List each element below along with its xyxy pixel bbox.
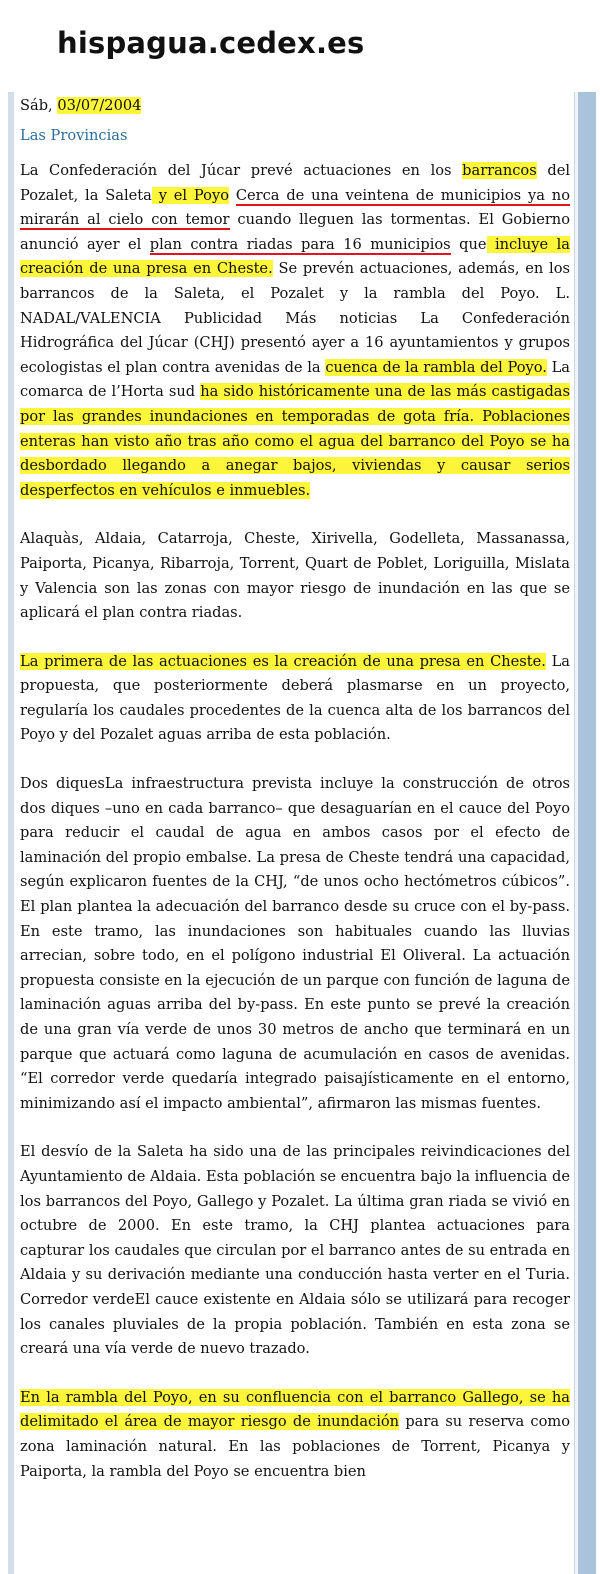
p1-underline-2: plan contra riadas para 16 municipios bbox=[149, 235, 451, 253]
site-domain: hispagua.cedex.es bbox=[57, 26, 365, 60]
p1-text-7: La comarca de l’Horta sud bbox=[20, 358, 571, 401]
p1-underline-1: Cerca de una veintena de municipios ya no mirarán al cielo con temor bbox=[20, 186, 570, 229]
date-line bbox=[20, 94, 570, 120]
p3-highlight-1: La primera de las actuaciones es la creación de una presa en Cheste. bbox=[20, 652, 546, 670]
p1-text-2: del Pozalet, la Saleta bbox=[20, 162, 570, 204]
p1-highlight-1: barrancos bbox=[462, 162, 537, 179]
p6-text-1: para su reserva como zona laminación natural. En las poblaciones de Torrent, Picanya y Paiporta, la rambla del Poyo se encuentra bien bbox=[20, 1413, 570, 1480]
source-link[interactable]: Las Provincias bbox=[20, 127, 128, 144]
paragraph-4: Dos diquesLa infraestructura prevista incluye la construcción de otros dos diques –uno en cada barranco– que desaguarían en el cauce del Poyo para reducir el caudal de agua en ambos casos por el efecto de laminación del propio embalse. La presa de Cheste tendrá una capacidad, según explicaron fuentes de la CHJ, “de unos ocho hectómetros cúbicos”. El plan plantea la adecuación del barranco desde su cruce con el by-pass. En este tramo, las inundaciones son habituales cuando las lluvias arrecian, sobre todo, en el polígono industrial El Oliveral. La actuación propuesta consiste en la ejecución de un parque con función de laguna de laminación aguas arriba del by-pass. En este punto se prevé la creación de una gran vía verde de unos 30 metros de ancho que terminará en un parque que actuará como laguna de acumulación en casos de avenidas. “El corredor verde quedaría integrado paisajísticamente en el entorno, minimizando así el impacto ambiental”, afirmaron las mismas fuentes. bbox=[20, 775, 570, 1112]
p1-highlight-3: incluye la creación de una presa en Cheste. bbox=[20, 235, 570, 278]
p6-highlight-1: En la rambla del Poyo, en su confluencia con el barranco Gallego, se ha delimitado el área de mayor riesgo de inundación bbox=[20, 1388, 570, 1431]
article-body bbox=[20, 92, 570, 1508]
scroll-strip bbox=[578, 92, 596, 1574]
p3-text-1: La propuesta, que posteriormente deberá plasmarse en un proyecto, regularía los caudales procedentes de la cuenca alta de los barrancos del Poyo y del Pozalet aguas arriba de esta población. bbox=[20, 652, 570, 744]
p1-highlight-4: cuenca de la rambla del Poyo. bbox=[325, 358, 547, 376]
p1-text-4: cuando lleguen las tormentas. El Gobierno anunció ayer el bbox=[20, 211, 570, 253]
date-highlight: 03/07/2004 bbox=[57, 97, 142, 114]
p1-highlight-5: ha sido históricamente una de las más castigadas por las grandes inundaciones en temporadas de gota fría. Poblaciones enteras han visto año tras año como el agua del barranco del Poyo se ha desbordado llegando a anegar bajos, viviendas y causar serios desperfectos en vehículos e inmuebles. bbox=[20, 383, 570, 499]
p1-highlight-2: y el Poyo bbox=[151, 186, 229, 204]
paragraph-2: Alaquàs, Aldaia, Catarroja, Cheste, Xirivella, Godelleta, Massanassa, Paiporta, Picanya, Ribarroja, Torrent, Quart de Poblet, Loriguilla, Mislata y Valencia son las zonas con mayor riesgo de inundación en las que se aplicará el plan contra riadas. bbox=[20, 530, 570, 622]
paragraph-5: El desvío de la Saleta ha sido una de las principales reivindicaciones del Ayuntamiento de Aldaia. Esta población se encuentra bajo la influencia de los barrancos del Poyo, Gallego y Pozalet. La última gran riada se vivió en octubre de 2000. En este tramo, la CHJ plantea actuaciones para capturar los caudales que circulan por el barranco antes de su entrada en Aldaia y su derivación mediante una conducción hasta verter en el Turia. Corredor verdeEl cauce existente en Aldaia sólo se utilizará para recoger los canales pluviales de la propia población. También en esta zona se creará una vía verde de nuevo trazado. bbox=[20, 1143, 570, 1358]
p1-text-3 bbox=[229, 187, 236, 204]
p1-text-5: que bbox=[450, 235, 487, 253]
p1-text-1: La Confederación del Júcar prevé actuaciones en los bbox=[20, 162, 463, 179]
site-header bbox=[0, 0, 600, 92]
paragraph-3 bbox=[20, 650, 570, 748]
paragraph-6 bbox=[20, 1386, 570, 1484]
paragraph-1 bbox=[20, 159, 570, 503]
p1-text-6: Se prevén actuaciones, además, en los barrancos de la Saleta, el Pozalet y la rambla del Poyo. L. NADAL/VALENCIA Publicidad Más noticias La Confederación Hidrográfica del Júcar (CHJ) presentó ayer a 16 ayuntamientos y grupos ecologistas el plan contra avenidas de la bbox=[20, 260, 570, 376]
date-prefix: Sáb, bbox=[20, 97, 58, 114]
